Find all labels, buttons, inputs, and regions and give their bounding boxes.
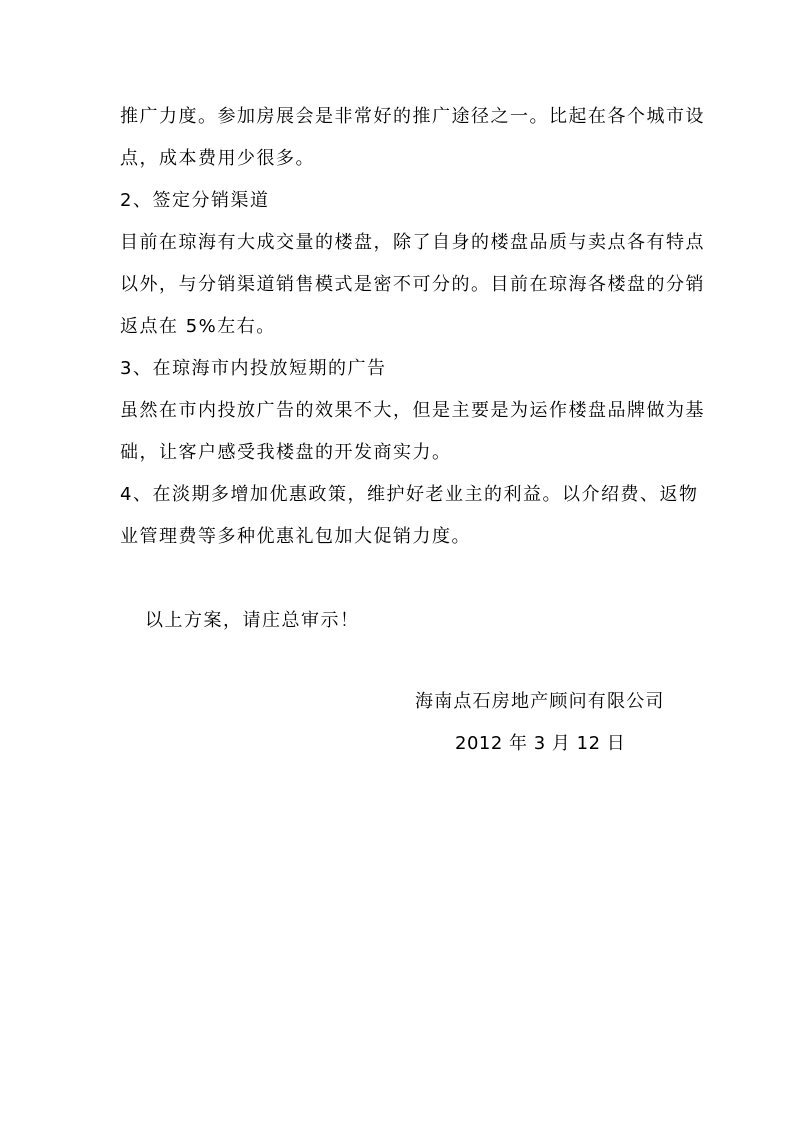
paragraph-line: 返点在 5%左右。 bbox=[120, 316, 276, 337]
paragraph-line: 点，成本费用少很多。 bbox=[120, 148, 315, 169]
closing-remark: 以上方案，请庄总审示！ bbox=[145, 610, 360, 631]
company-signature: 海南点石房地产顾问有限公司 bbox=[415, 691, 665, 712]
paragraph-line: 虽然在市内投放广告的效果不大，但是主要是为运作楼盘品牌做为基 bbox=[120, 400, 705, 421]
paragraph-line: 业管理费等多种优惠礼包加大促销力度。 bbox=[120, 526, 471, 547]
section-heading: 3、在琼海市内投放短期的广告 bbox=[120, 358, 387, 379]
paragraph-line: 以外，与分销渠道销售模式是密不可分的。目前在琼海各楼盘的分销 bbox=[120, 274, 705, 295]
paragraph-line: 目前在琼海有大成交量的楼盘，除了自身的楼盘品质与卖点各有特点 bbox=[120, 232, 705, 253]
section-heading: 4、在淡期多增加优惠政策，维护好老业主的利益。以介绍费、返物 bbox=[120, 484, 699, 505]
paragraph-line: 推广力度。参加房展会是非常好的推广途径之一。比起在各个城市设 bbox=[120, 106, 705, 127]
paragraph-line: 础，让客户感受我楼盘的开发商实力。 bbox=[120, 442, 452, 463]
document-date: 2012 年 3 月 12 日 bbox=[455, 733, 626, 754]
section-heading: 2、签定分销渠道 bbox=[120, 190, 270, 211]
